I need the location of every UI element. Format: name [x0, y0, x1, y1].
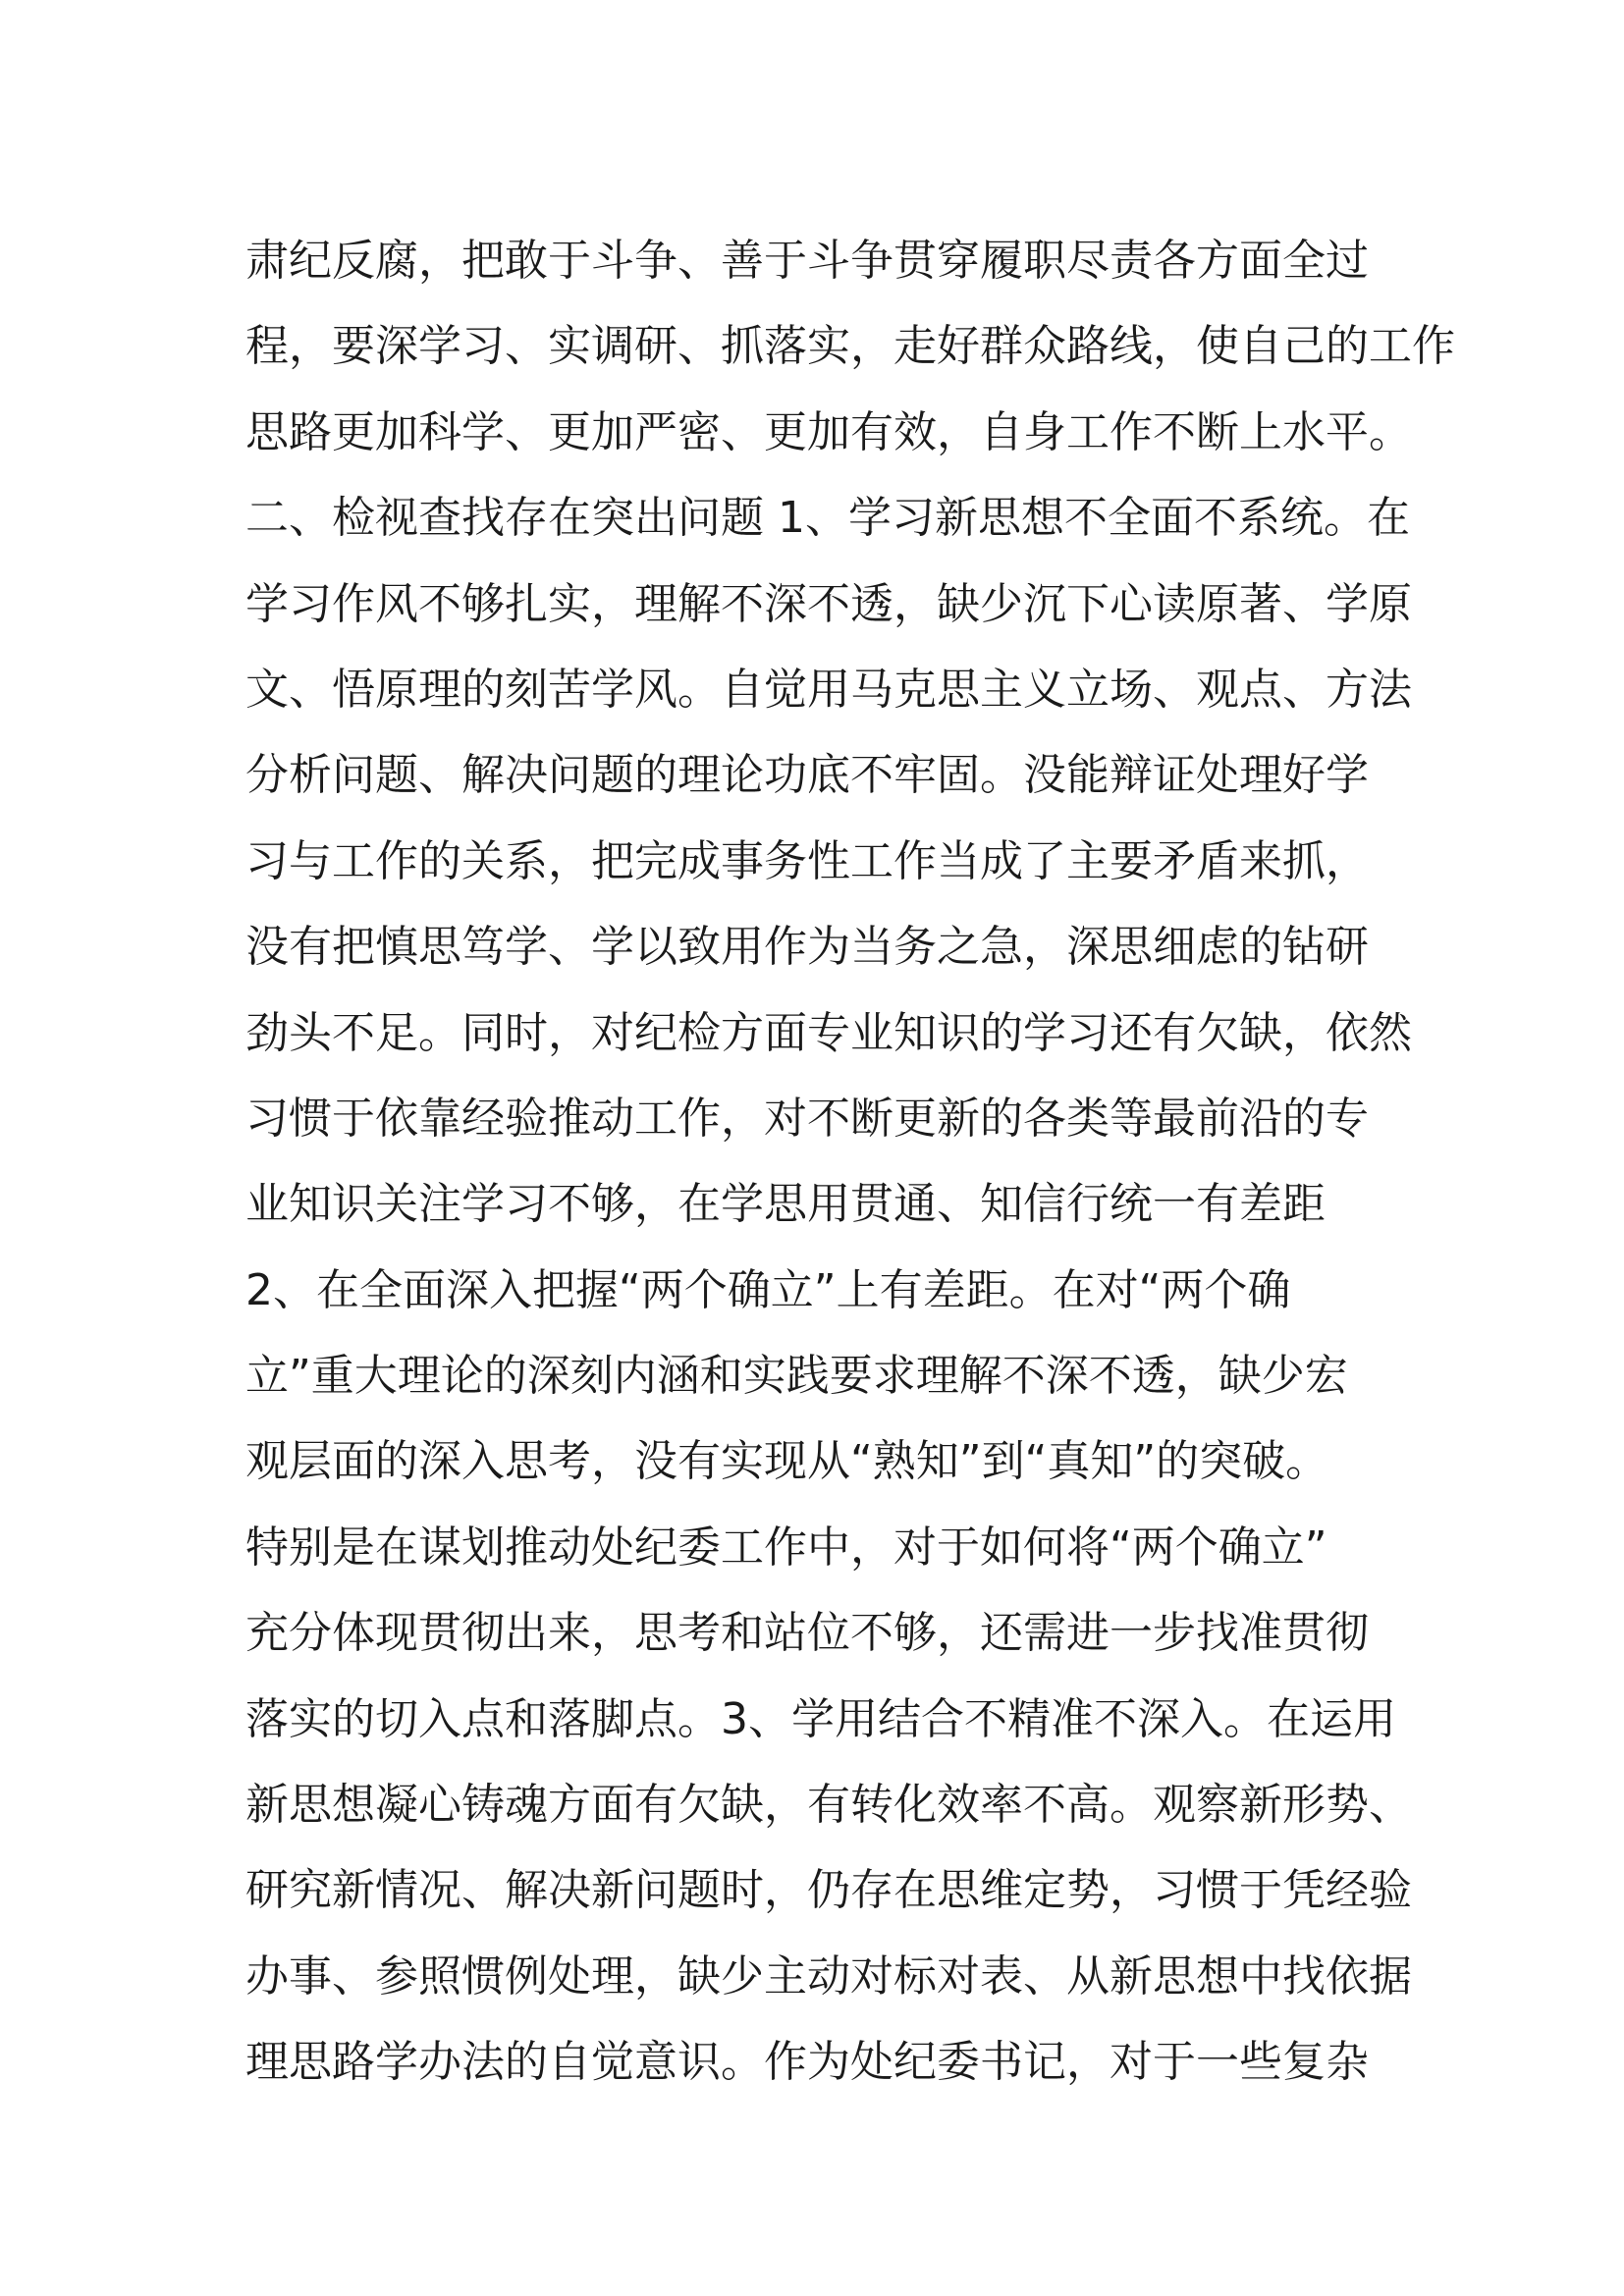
text-line: 习惯于依靠经验推动工作，对不断更新的各类等最前沿的专 [245, 1093, 1369, 1144]
text-line: 肃纪反腐，把敢于斗争、善于斗争贯穿履职尽责各方面全过 [245, 236, 1369, 286]
text-line: 2、在全面深入把握“两个确立”上有差距。在对“两个确 [245, 1264, 1291, 1315]
text-line: 思路更加科学、更加严密、更加有效，自身工作不断上水平。 [245, 406, 1412, 457]
text-line: 立”重大理论的深刻内涵和实践要求理解不深不透，缺少宏 [245, 1351, 1348, 1402]
text-line: 落实的切入点和落脚点。3、学用结合不精准不深入。在运用 [245, 1693, 1396, 1744]
text-line: 办事、参照惯例处理，缺少主动对标对表、从新思想中找依据 [245, 1950, 1412, 2002]
text-line: 业知识关注学习不够，在学思用贯通、知信行统一有差距 [245, 1179, 1326, 1230]
text-line: 特别是在谋划推动处纪委工作中，对于如何将“两个确立” [245, 1522, 1327, 1573]
text-line: 没有把慎思笃学、学以致用作为当务之急，深思细虑的钻研 [245, 922, 1369, 973]
text-line: 充分体现贯彻出来，思考和站位不够，还需进一步找准贯彻 [245, 1608, 1369, 1659]
text-line: 劲头不足。同时，对纪检方面专业知识的学习还有欠缺，依然 [245, 1007, 1412, 1058]
text-line: 习与工作的关系，把完成事务性工作当成了主要矛盾来抓， [245, 835, 1369, 886]
text-line: 观层面的深入思考，没有实现从“熟知”到“真知”的突破。 [245, 1436, 1329, 1487]
text-line: 理思路学办法的自觉意识。作为处纪委书记，对于一些复杂 [245, 2037, 1369, 2088]
text-line: 新思想凝心铸魂方面有欠缺，有转化效率不高。观察新形势、 [245, 1780, 1412, 1831]
text-line: 分析问题、解决问题的理论功底不牢固。没能辩证处理好学 [245, 750, 1369, 801]
text-line: 文、悟原理的刻苦学风。自觉用马克思主义立场、观点、方法 [245, 664, 1412, 715]
text-line: 学习作风不够扎实，理解不深不透，缺少沉下心读原著、学原 [245, 578, 1412, 629]
text-line: 二、检视查找存在突出问题 1、学习新思想不全面不系统。在 [245, 493, 1410, 544]
text-line: 程，要深学习、实调研、抓落实，走好群众路线，使自己的工作 [245, 321, 1455, 372]
body-text [245, 218, 1455, 2106]
text-line: 研究新情况、解决新问题时，仍存在思维定势，习惯于凭经验 [245, 1865, 1412, 1916]
